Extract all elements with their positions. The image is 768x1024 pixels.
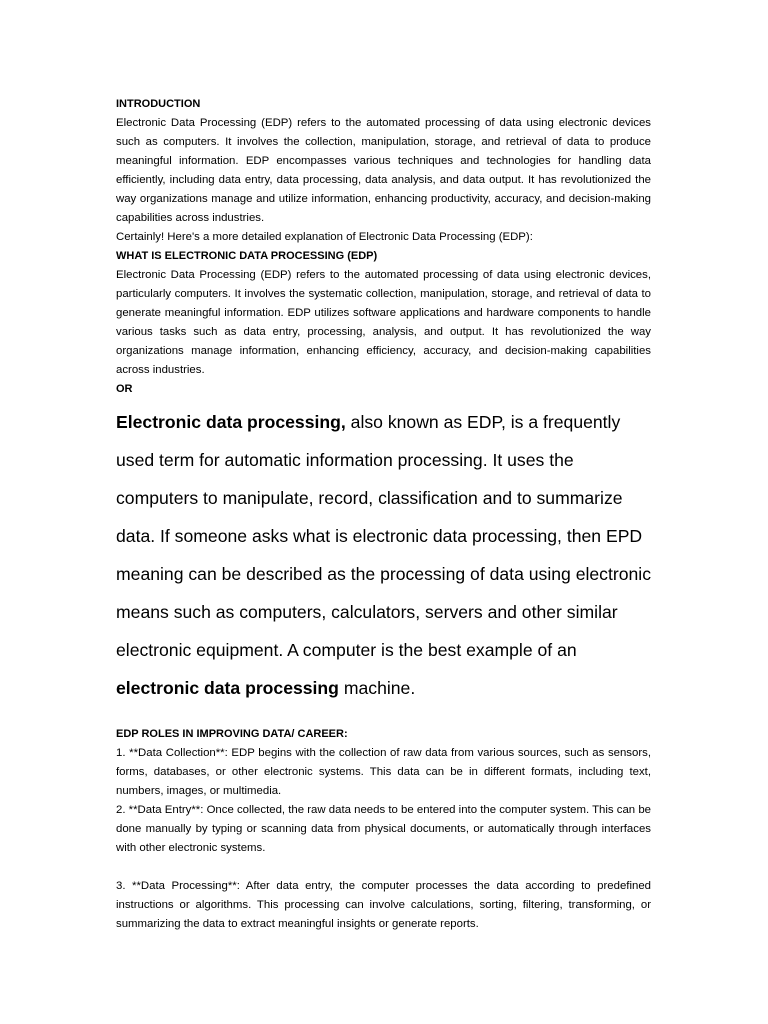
or-label: OR — [116, 383, 133, 395]
edp-definition-text-1: also known as EDP, is a frequently used term for automatic information processing. It uses the computers to manipulate, record, classification and to summarize data. If someone asks what is electronic data processing, then EPD meaning can be described as the processing of data using electronic means such as computers, calculators, servers and other similar electronic equipment. A computer is the best example of an — [116, 412, 651, 660]
edp-bold-term: Electronic data processing, — [116, 412, 346, 432]
what-is-edp-paragraph: Electronic Data Processing (EDP) refers to the automated processing of data using electronic devices, particularly computers. It involves the systematic collection, manipulation, storage, and retrieval of data to generate meaningful information. EDP utilizes software applications and hardware components to handle various tasks such as data entry, processing, analysis, and output. It has revolutionized the way organizations manage information, enhancing efficiency, accuracy, and decision-making capabilities across industries. — [116, 269, 651, 376]
document-page — [116, 95, 651, 934]
blank-line — [116, 858, 651, 877]
introduction-heading: INTRODUCTION — [116, 98, 201, 110]
what-is-edp-heading: WHAT IS ELECTRONIC DATA PROCESSING (EDP) — [116, 250, 378, 262]
roles-item-data-processing: 3. **Data Processing**: After data entry, the computer processes the data according to predefined instructions or algorithms. This processing can involve calculations, sorting, filtering, transforming, or summarizing the data to extract meaningful insights or generate reports. — [116, 880, 651, 930]
certainly-line: Certainly! Here's a more detailed explanation of Electronic Data Processing (EDP): — [116, 231, 533, 243]
edp-definition-paragraph — [116, 403, 651, 707]
edp-bold-term-2: electronic data processing — [116, 678, 339, 698]
edp-roles-heading: EDP ROLES IN IMPROVING DATA/ CAREER: — [116, 728, 348, 740]
roles-item-data-collection: 1. **Data Collection**: EDP begins with the collection of raw data from various sources, such as sensors, forms, databases, or other electronic systems. This data can be in different formats, including text, numbers, images, or multimedia. — [116, 747, 651, 797]
roles-item-data-entry: 2. **Data Entry**: Once collected, the raw data needs to be entered into the computer system. This can be done manually by typing or scanning data from physical documents, or automatically through interfaces with other electronic systems. — [116, 804, 651, 854]
edp-definition-text-2: machine. — [338, 678, 416, 698]
introduction-paragraph: Electronic Data Processing (EDP) refers to the automated processing of data using electronic devices such as computers. It involves the collection, manipulation, storage, and retrieval of data to produce meaningful information. EDP encompasses various techniques and technologies for handling data efficiently, including data entry, data processing, data analysis, and data output. It has revolutionized the way organizations manage and utilize information, enhancing productivity, accuracy, and decision-making capabilities across industries. — [116, 117, 651, 224]
